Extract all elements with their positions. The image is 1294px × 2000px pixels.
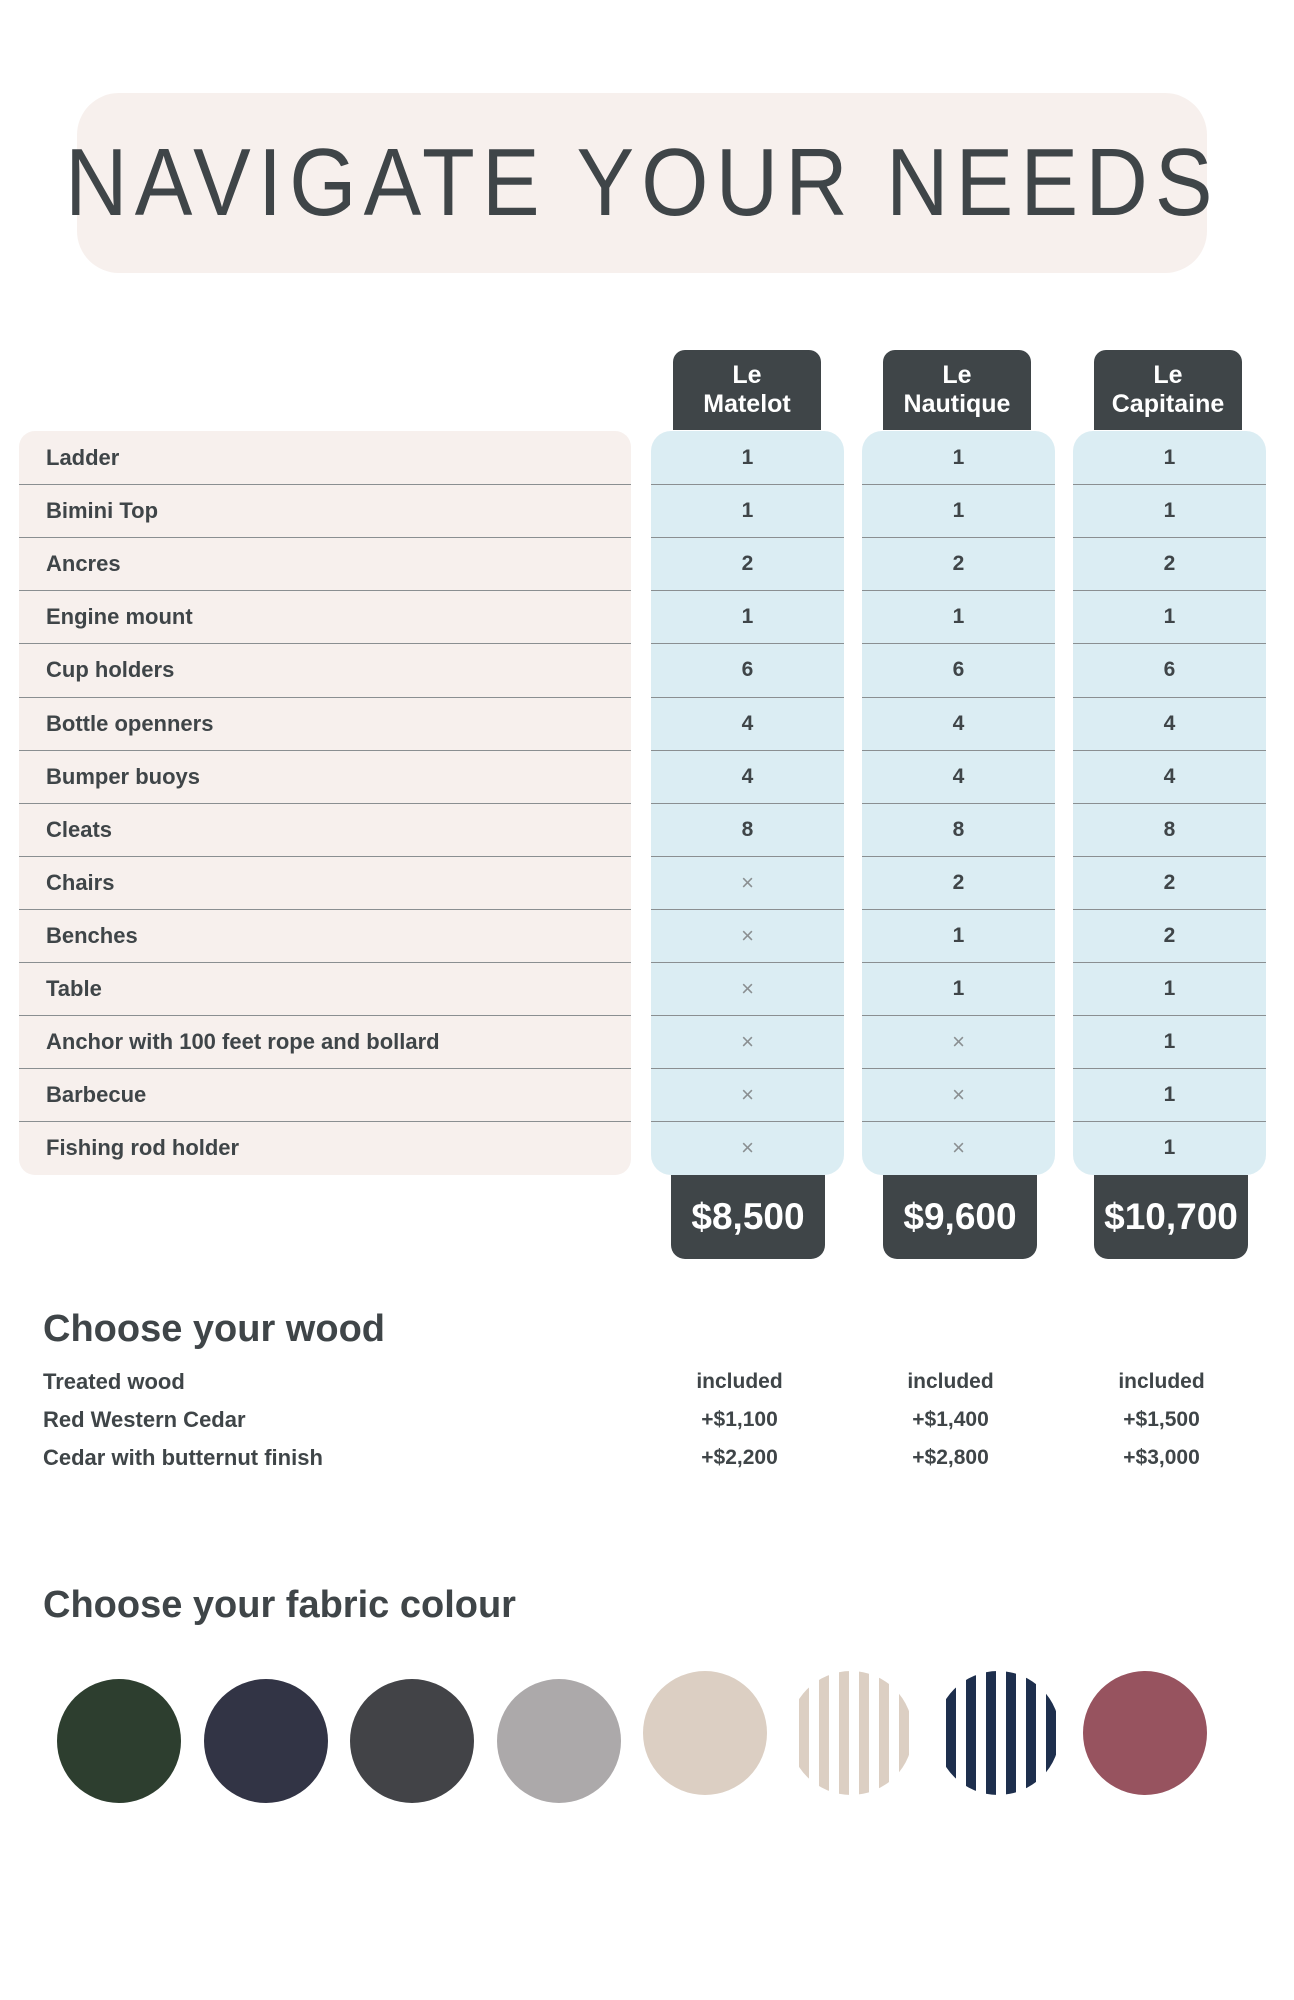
wood-option-label: Red Western Cedar [43, 1407, 246, 1432]
feature-quantity: 1 [952, 446, 965, 469]
fabric-swatch-beige[interactable] [643, 1671, 767, 1795]
price-capitaine: $10,700 [1094, 1175, 1248, 1259]
wood-option-price: +$1,100 [701, 1408, 778, 1431]
feature-label: Engine mount [46, 604, 193, 630]
feature-label: Barbecue [46, 1082, 147, 1108]
fabric-swatch-navy[interactable] [204, 1679, 328, 1803]
feature-label: Ladder [46, 445, 120, 470]
feature-label: Table [46, 976, 102, 1001]
feature-label: Fishing rod holder [46, 1135, 240, 1161]
feature-label: Bumper buoys [46, 763, 201, 789]
feature-quantity: 6 [952, 658, 965, 682]
feature-quantity: 8 [1163, 817, 1176, 841]
feature-label: Cup holders [46, 657, 175, 683]
wood-option-label: Treated wood [43, 1369, 185, 1394]
feature-quantity: 4 [1163, 764, 1176, 788]
feature-quantity: 8 [952, 817, 965, 841]
title-banner [64, 93, 1220, 273]
feature-quantity: 2 [1163, 870, 1176, 894]
fabric-swatch-navy-stripe[interactable] [936, 1671, 1060, 1795]
feature-quantity: 1 [741, 499, 754, 523]
feature-quantity: 1 [952, 923, 965, 947]
not-included-mark: × [952, 1029, 965, 1055]
feature-quantity: 1 [1163, 446, 1176, 469]
wood-option-price: included [696, 1370, 783, 1393]
wood-option-price: +$1,500 [1123, 1408, 1200, 1431]
feature-quantity: 6 [1163, 658, 1176, 682]
fabric-swatch-light-grey[interactable] [497, 1679, 621, 1803]
feature-quantity: 1 [952, 977, 965, 1000]
row-divider [19, 962, 631, 963]
wood-option-price: included [907, 1370, 994, 1393]
feature-quantity: 2 [1163, 552, 1176, 576]
feature-quantity: 1 [1163, 499, 1176, 523]
price-nautique: $9,600 [883, 1175, 1037, 1259]
model-header-capitaine [1094, 350, 1242, 430]
feature-quantity: 1 [952, 499, 965, 523]
not-included-mark: × [741, 976, 754, 1001]
wood-option-label: Cedar with butternut finish [43, 1445, 323, 1470]
model-name-line2: Matelot [703, 390, 791, 418]
wood-section-title: Choose your wood [43, 1308, 385, 1350]
not-included-mark: × [952, 1135, 965, 1161]
feature-quantity: 1 [1163, 605, 1176, 629]
page-title: NAVIGATE YOUR NEEDS [64, 129, 1220, 236]
model-name-line1: Le [942, 361, 972, 389]
feature-label: Chairs [46, 869, 115, 895]
feature-label: Benches [46, 922, 138, 948]
fabric-swatch-charcoal[interactable] [350, 1679, 474, 1803]
feature-label: Bimini Top [46, 498, 159, 524]
feature-label: Cleats [46, 816, 113, 842]
feature-quantity: 2 [1163, 923, 1176, 947]
feature-quantity: 6 [741, 658, 754, 682]
not-included-mark: × [952, 1082, 965, 1108]
feature-quantity: 1 [1163, 1030, 1176, 1054]
feature-quantity: 4 [952, 764, 965, 788]
feature-quantity: 1 [1163, 1083, 1176, 1107]
model-name-line2: Capitaine [1111, 390, 1225, 418]
wood-option-price: +$3,000 [1123, 1446, 1200, 1469]
model-name-line2: Nautique [903, 390, 1011, 418]
fabric-swatch-burgundy[interactable] [1083, 1671, 1207, 1795]
model-name-line1: Le [1153, 361, 1183, 389]
wood-option-price: +$1,400 [912, 1408, 989, 1431]
feature-quantity: 2 [741, 552, 754, 576]
feature-quantity: 1 [1163, 1136, 1176, 1160]
feature-quantity: 4 [1163, 711, 1176, 735]
feature-label: Ancres [46, 551, 121, 577]
not-included-mark: × [741, 1135, 754, 1161]
feature-quantity: 4 [952, 711, 965, 735]
feature-quantity: 2 [952, 870, 965, 894]
feature-quantity: 1 [952, 605, 965, 629]
feature-label: Bottle openners [46, 710, 214, 736]
model-header-matelot [673, 350, 821, 430]
feature-quantity: 1 [1163, 977, 1176, 1000]
not-included-mark: × [741, 1082, 754, 1108]
feature-label: Anchor with 100 feet rope and bollard [46, 1029, 440, 1055]
feature-quantity: 4 [741, 764, 754, 788]
feature-quantity: 1 [741, 446, 754, 469]
not-included-mark: × [741, 922, 754, 948]
fabric-swatch-beige-stripe[interactable] [789, 1671, 913, 1795]
not-included-mark: × [741, 1029, 754, 1055]
feature-quantity: 2 [952, 552, 965, 576]
not-included-mark: × [741, 869, 754, 895]
model-name-line1: Le [732, 361, 762, 389]
wood-option-price: included [1118, 1370, 1205, 1393]
feature-quantity: 4 [741, 711, 754, 735]
fabric-swatch-dark-green[interactable] [57, 1679, 181, 1803]
wood-option-price: +$2,800 [912, 1446, 989, 1469]
feature-quantity: 8 [741, 817, 754, 841]
model-header-nautique [883, 350, 1031, 430]
fabric-section-title: Choose your fabric colour [43, 1584, 516, 1626]
feature-quantity: 1 [741, 605, 754, 629]
wood-option-price: +$2,200 [701, 1446, 778, 1469]
price-matelot: $8,500 [671, 1175, 825, 1259]
